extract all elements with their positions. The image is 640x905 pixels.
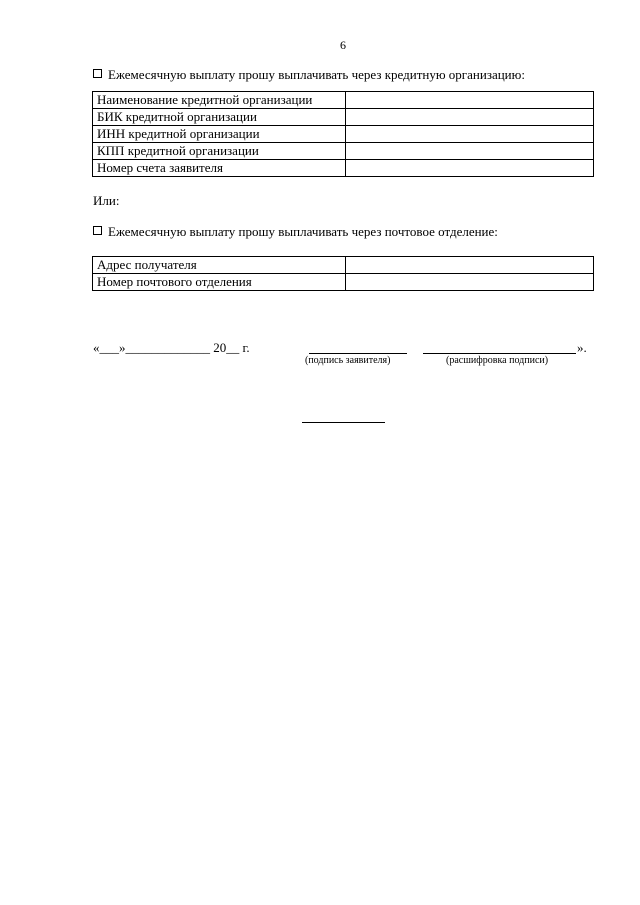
table-row: [93, 143, 594, 160]
signature-decoding-caption: (расшифровка подписи): [446, 355, 549, 366]
inn-label: ИНН кредитной организации: [93, 126, 346, 143]
table-row: [93, 160, 594, 177]
table-row: [93, 274, 594, 291]
post-office-number-field[interactable]: [346, 274, 594, 291]
recipient-address-field[interactable]: [346, 257, 594, 274]
signature-caption: (подпись заявителя): [305, 355, 391, 366]
date-field[interactable]: «___»_____________ 20__ г.: [93, 340, 250, 355]
checkbox-bank-option[interactable]: [93, 69, 102, 78]
table-row: [93, 92, 594, 109]
post-option: [93, 224, 498, 240]
bank-details-table: [92, 91, 594, 177]
bank-option-text: Ежемесячную выплату прошу выплачивать через кредитную организацию:: [108, 67, 525, 82]
inn-field[interactable]: [346, 126, 594, 143]
signature-line[interactable]: [309, 353, 407, 354]
signature-decoding-line[interactable]: [423, 353, 576, 354]
kpp-field[interactable]: [346, 143, 594, 160]
end-divider: [302, 422, 385, 423]
bank-name-label: Наименование кредитной организации: [93, 92, 346, 109]
recipient-address-label: Адрес получателя: [93, 257, 346, 274]
bik-field[interactable]: [346, 109, 594, 126]
page-number: 6: [340, 38, 346, 52]
kpp-label: КПП кредитной организации: [93, 143, 346, 160]
post-office-number-label: Номер почтового отделения: [93, 274, 346, 291]
table-row: [93, 257, 594, 274]
table-row: [93, 109, 594, 126]
bank-option: [93, 67, 525, 83]
account-number-field[interactable]: [346, 160, 594, 177]
post-details-table: [92, 256, 594, 291]
bik-label: БИК кредитной организации: [93, 109, 346, 126]
checkbox-post-option[interactable]: [93, 226, 102, 235]
closing-quote: ».: [577, 340, 587, 355]
account-number-label: Номер счета заявителя: [93, 160, 346, 177]
table-row: [93, 126, 594, 143]
bank-name-field[interactable]: [346, 92, 594, 109]
signature-row: [0, 340, 640, 380]
post-option-text: Ежемесячную выплату прошу выплачивать через почтовое отделение:: [108, 224, 498, 239]
or-text: Или:: [93, 193, 120, 208]
